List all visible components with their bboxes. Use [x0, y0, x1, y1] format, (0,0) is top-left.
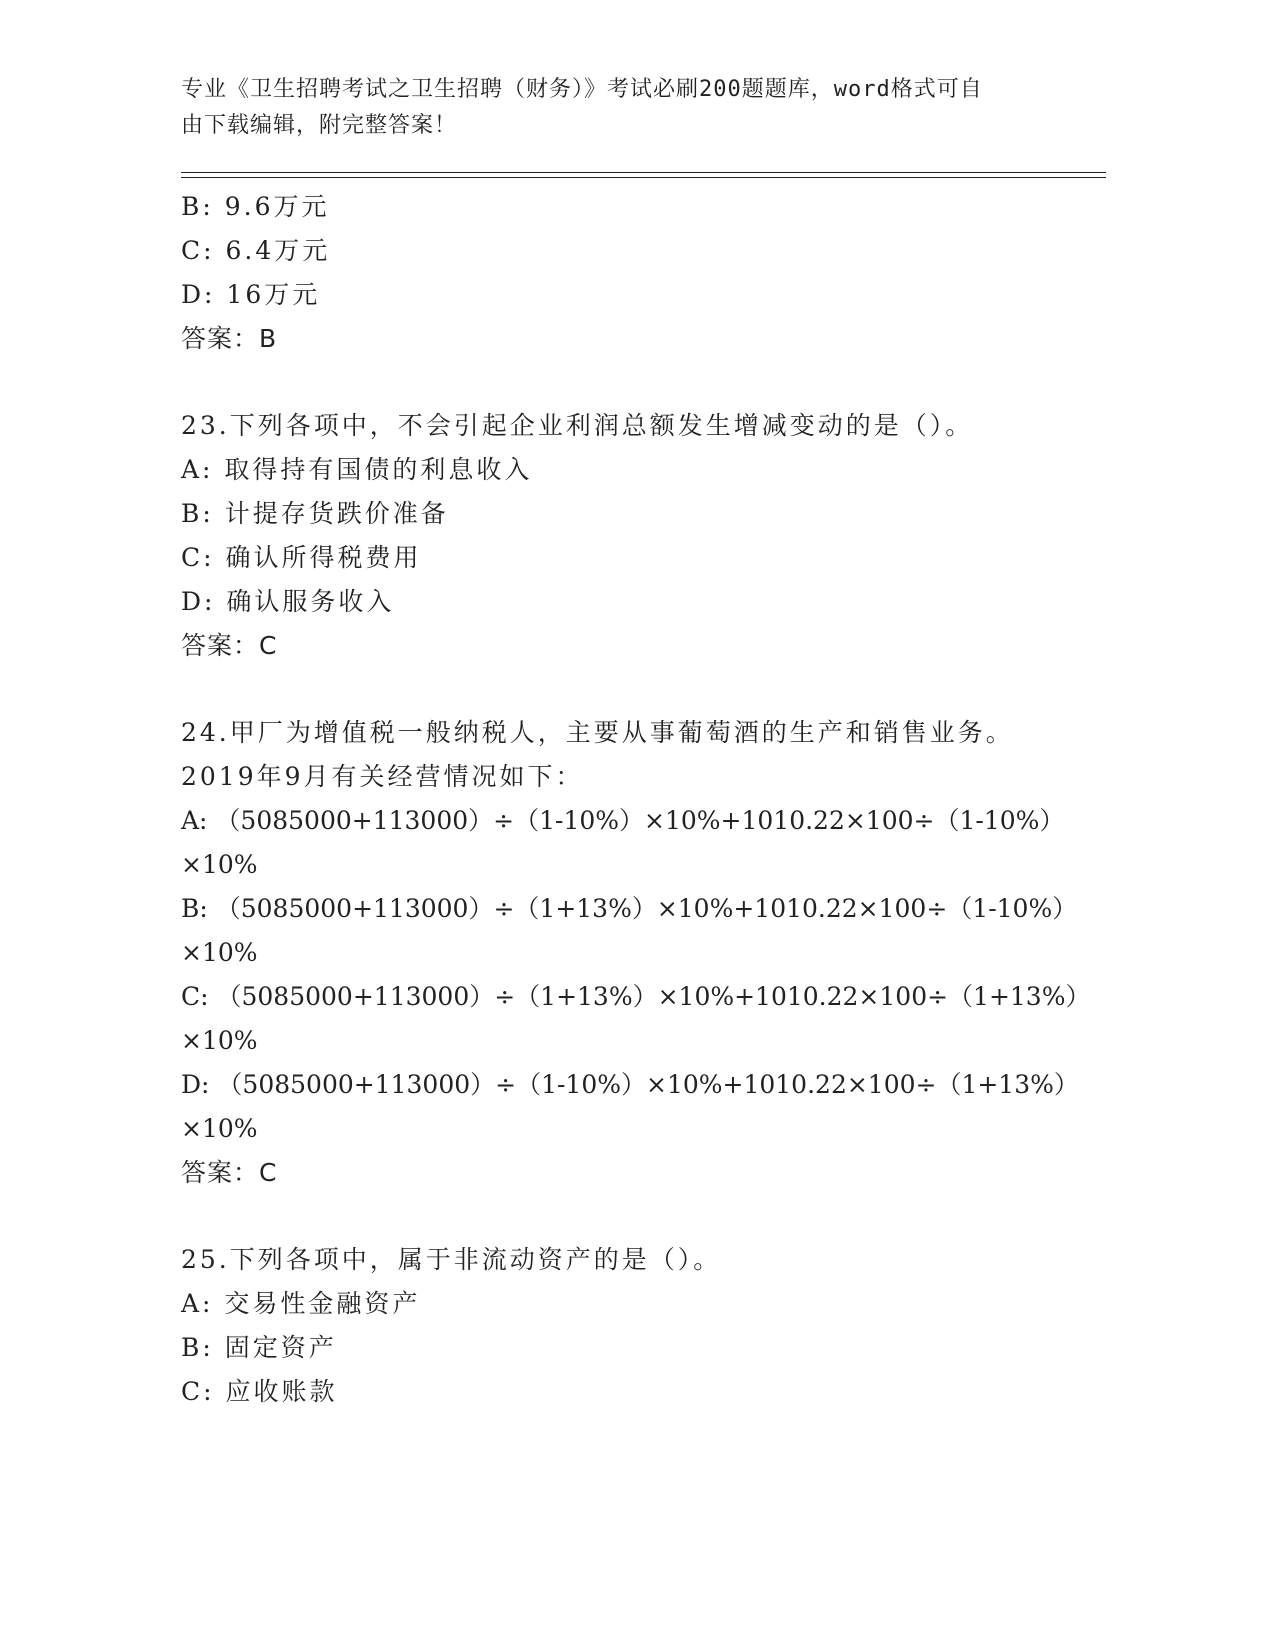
option-b: B: 9.6万元 — [181, 192, 330, 221]
option-d: D: 确认服务收入 — [181, 587, 395, 616]
option-c-line-2: ×10% — [181, 1026, 258, 1055]
spacer — [181, 361, 1081, 404]
option-a: A: 交易性金融资产 — [181, 1289, 421, 1318]
option-d-line-2: ×10% — [181, 1114, 258, 1143]
option-c: C: 应收账款 — [181, 1377, 338, 1406]
question-stem-line-1: 24.甲厂为增值税一般纳税人，主要从事葡萄酒的生产和销售业务。 — [181, 718, 1014, 747]
question-stem-line-2: 2019年9月有关经营情况如下： — [181, 762, 584, 791]
option-a-line-2: ×10% — [181, 850, 258, 879]
question-22 — [181, 185, 1081, 361]
question-23 — [181, 404, 1081, 668]
answer: 答案：B — [181, 324, 278, 353]
header-divider-top — [181, 172, 1106, 173]
option-d: D: 16万元 — [181, 280, 321, 309]
option-b-line-2: ×10% — [181, 938, 258, 967]
question-stem: 25.下列各项中，属于非流动资产的是（）。 — [181, 1245, 722, 1274]
option-d-line-1: D: （5085000+113000）÷（1-10%）×10%+1010.22×100÷（1+13%） — [181, 1070, 1079, 1099]
header-line-1: 专业《卫生招聘考试之卫生招聘（财务）》考试必刷200题题库，word格式可自 — [181, 77, 983, 102]
option-c: C: 确认所得税费用 — [181, 543, 422, 572]
answer: 答案：C — [181, 631, 278, 660]
spacer — [181, 668, 1081, 711]
header-divider-bottom — [181, 177, 1106, 178]
document-header — [181, 72, 1051, 144]
option-a: A: 取得持有国债的利息收入 — [181, 455, 533, 484]
option-c-line-1: C: （5085000+113000）÷（1+13%）×10%+1010.22×100÷（1+13%） — [181, 982, 1091, 1011]
header-line-2: 由下载编辑，附完整答案！ — [181, 113, 458, 138]
option-a-line-1: A: （5085000+113000）÷（1-10%）×10%+1010.22×100÷（1-10%） — [181, 806, 1065, 835]
spacer — [181, 1195, 1081, 1238]
answer: 答案：C — [181, 1158, 278, 1187]
question-list — [181, 185, 1091, 1414]
option-b: B: 计提存货跌价准备 — [181, 499, 449, 528]
option-b-line-1: B: （5085000+113000）÷（1+13%）×10%+1010.22×100÷（1-10%） — [181, 894, 1078, 923]
question-24 — [181, 711, 1091, 1195]
option-b: B: 固定资产 — [181, 1333, 337, 1362]
question-25 — [181, 1238, 1081, 1414]
option-c: C: 6.4万元 — [181, 236, 331, 265]
question-stem: 23.下列各项中，不会引起企业利润总额发生增减变动的是（）。 — [181, 411, 974, 440]
